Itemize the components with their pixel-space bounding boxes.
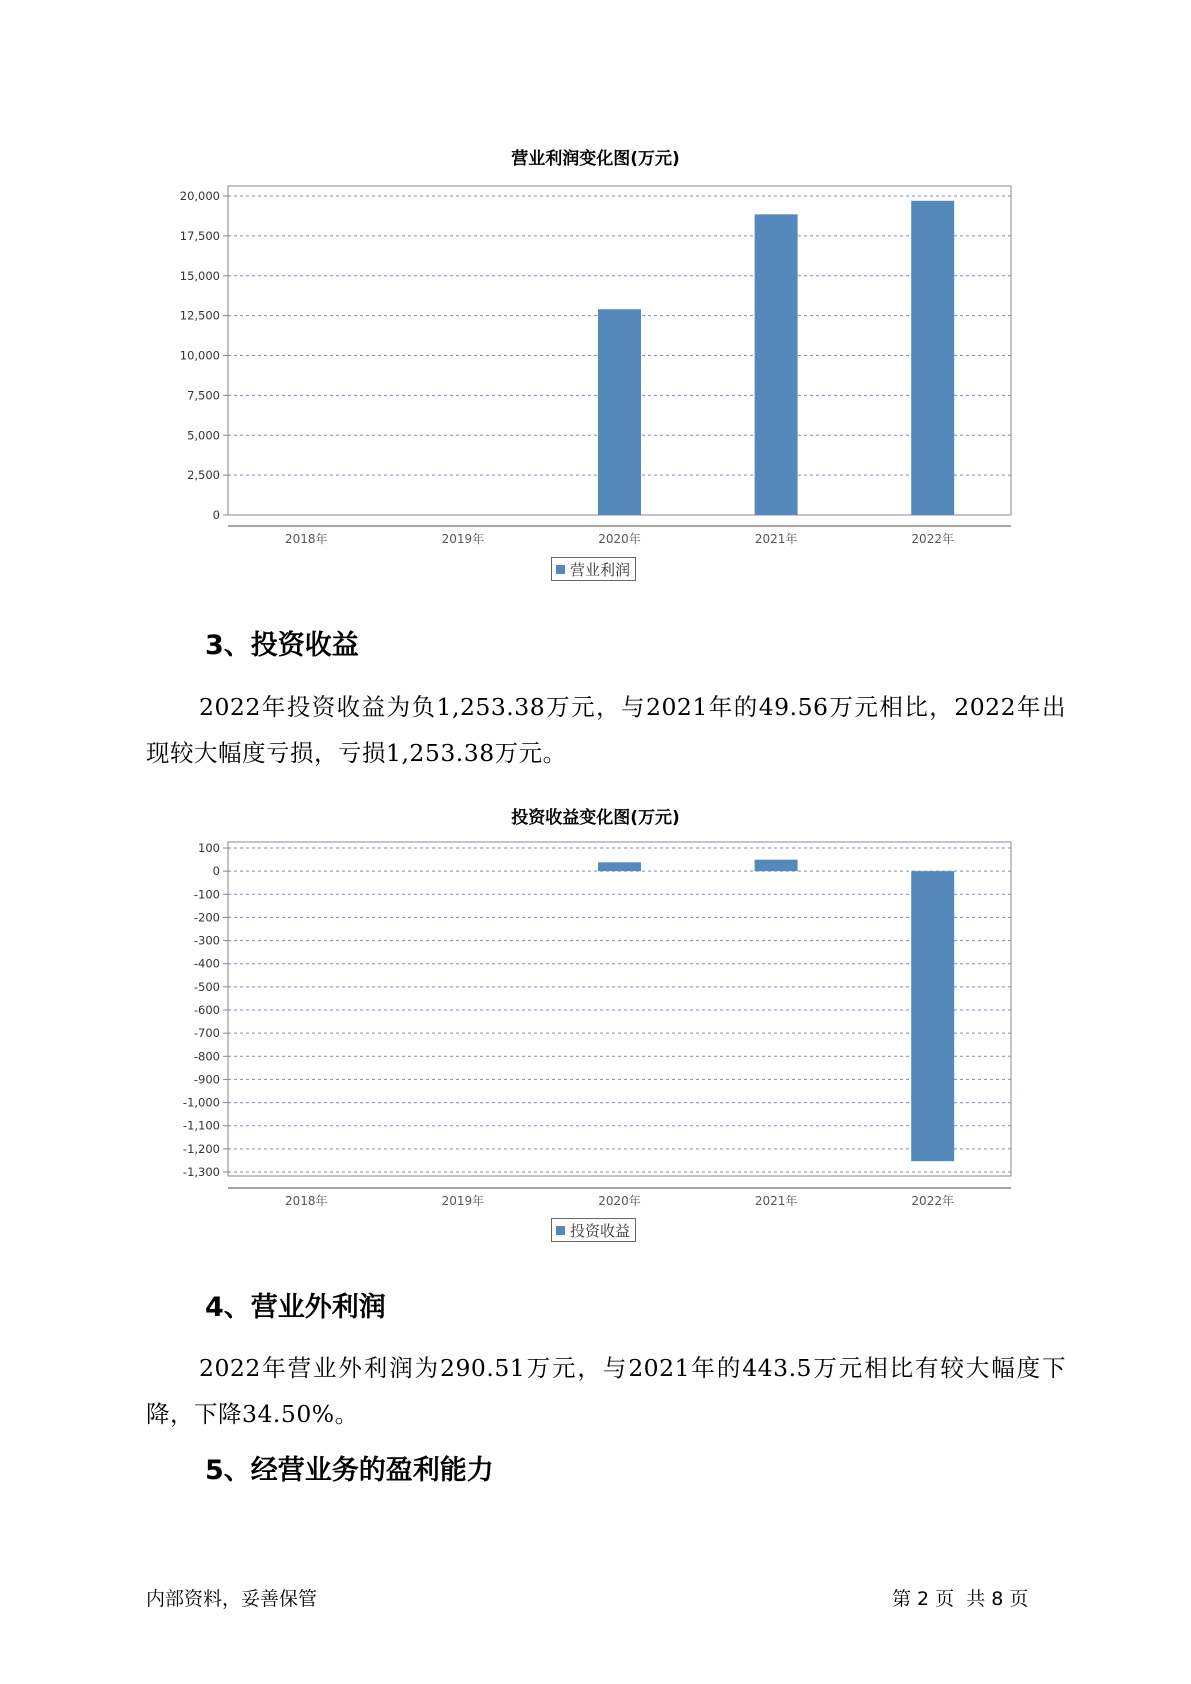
legend-swatch bbox=[556, 1226, 565, 1235]
y-tick-label: -500 bbox=[193, 979, 220, 994]
y-tick-label: 2,500 bbox=[187, 468, 220, 483]
section-3-text: 2022年投资收益为负1,253.38万元，与2021年的49.56万元相比，2022年出现较大幅度亏损，亏损1,253.38万元。 bbox=[146, 693, 1066, 767]
x-tick-label: 2022年 bbox=[911, 532, 954, 546]
y-tick-label: -1,300 bbox=[182, 1165, 220, 1179]
section-4-heading: 4、营业外利润 bbox=[205, 1292, 386, 1323]
y-tick-label: -200 bbox=[193, 910, 220, 925]
y-tick-label: 12,500 bbox=[179, 308, 220, 323]
y-tick-label: -100 bbox=[193, 887, 220, 902]
section-3-heading: 3、投资收益 bbox=[205, 630, 359, 661]
y-tick-label: 0 bbox=[212, 864, 220, 879]
footer-page-number: 第 2 页 共 8 页 bbox=[892, 1588, 1029, 1610]
chart2-legend bbox=[551, 1218, 636, 1242]
x-tick-label: 2018年 bbox=[285, 1194, 328, 1208]
x-tick-label: 2019年 bbox=[441, 1194, 485, 1208]
y-tick-label: 17,500 bbox=[179, 228, 220, 243]
x-tick-label: 2019年 bbox=[441, 532, 485, 546]
chart2-title: 投资收益变化图(万元) bbox=[511, 808, 680, 828]
x-tick-label: 2021年 bbox=[754, 1194, 798, 1208]
chart1-legend-label: 营业利润 bbox=[570, 560, 631, 579]
y-tick-label: 0 bbox=[212, 508, 220, 522]
y-tick-label: -1,000 bbox=[182, 1095, 220, 1110]
bar bbox=[911, 871, 954, 1161]
bar bbox=[598, 862, 641, 871]
y-tick-label: -600 bbox=[193, 1003, 220, 1017]
x-tick-label: 2020年 bbox=[598, 532, 641, 546]
section-5-heading: 5、经营业务的盈利能力 bbox=[205, 1455, 494, 1486]
y-tick-label: -800 bbox=[193, 1049, 220, 1064]
y-tick-label: 15,000 bbox=[179, 268, 220, 283]
x-tick-label: 2018年 bbox=[285, 532, 328, 546]
x-tick-label: 2022年 bbox=[911, 1194, 954, 1208]
y-tick-label: 100 bbox=[198, 841, 220, 855]
chart2-legend-label: 投资收益 bbox=[570, 1221, 631, 1240]
bar bbox=[755, 860, 798, 871]
y-tick-label: -700 bbox=[193, 1026, 220, 1041]
section-4-text: 2022年营业外利润为290.51万元，与2021年的443.5万元相比有较大幅度下降，下降34.50%。 bbox=[146, 1354, 1066, 1428]
y-tick-label: 7,500 bbox=[187, 388, 220, 403]
y-tick-label: -300 bbox=[193, 933, 220, 948]
y-tick-label: -1,200 bbox=[182, 1141, 220, 1156]
footer-confidential: 内部资料，妥善保管 bbox=[146, 1588, 318, 1610]
y-tick-label: -900 bbox=[193, 1072, 220, 1087]
y-tick-label: 20,000 bbox=[179, 189, 220, 203]
x-tick-label: 2021年 bbox=[754, 532, 798, 546]
y-tick-label: 5,000 bbox=[187, 428, 220, 443]
chart1-title: 营业利润变化图(万元) bbox=[511, 149, 680, 169]
y-tick-label: -1,100 bbox=[182, 1118, 220, 1133]
x-tick-label: 2020年 bbox=[598, 1194, 641, 1208]
y-tick-label: 10,000 bbox=[179, 348, 220, 363]
y-tick-label: -400 bbox=[193, 956, 220, 971]
